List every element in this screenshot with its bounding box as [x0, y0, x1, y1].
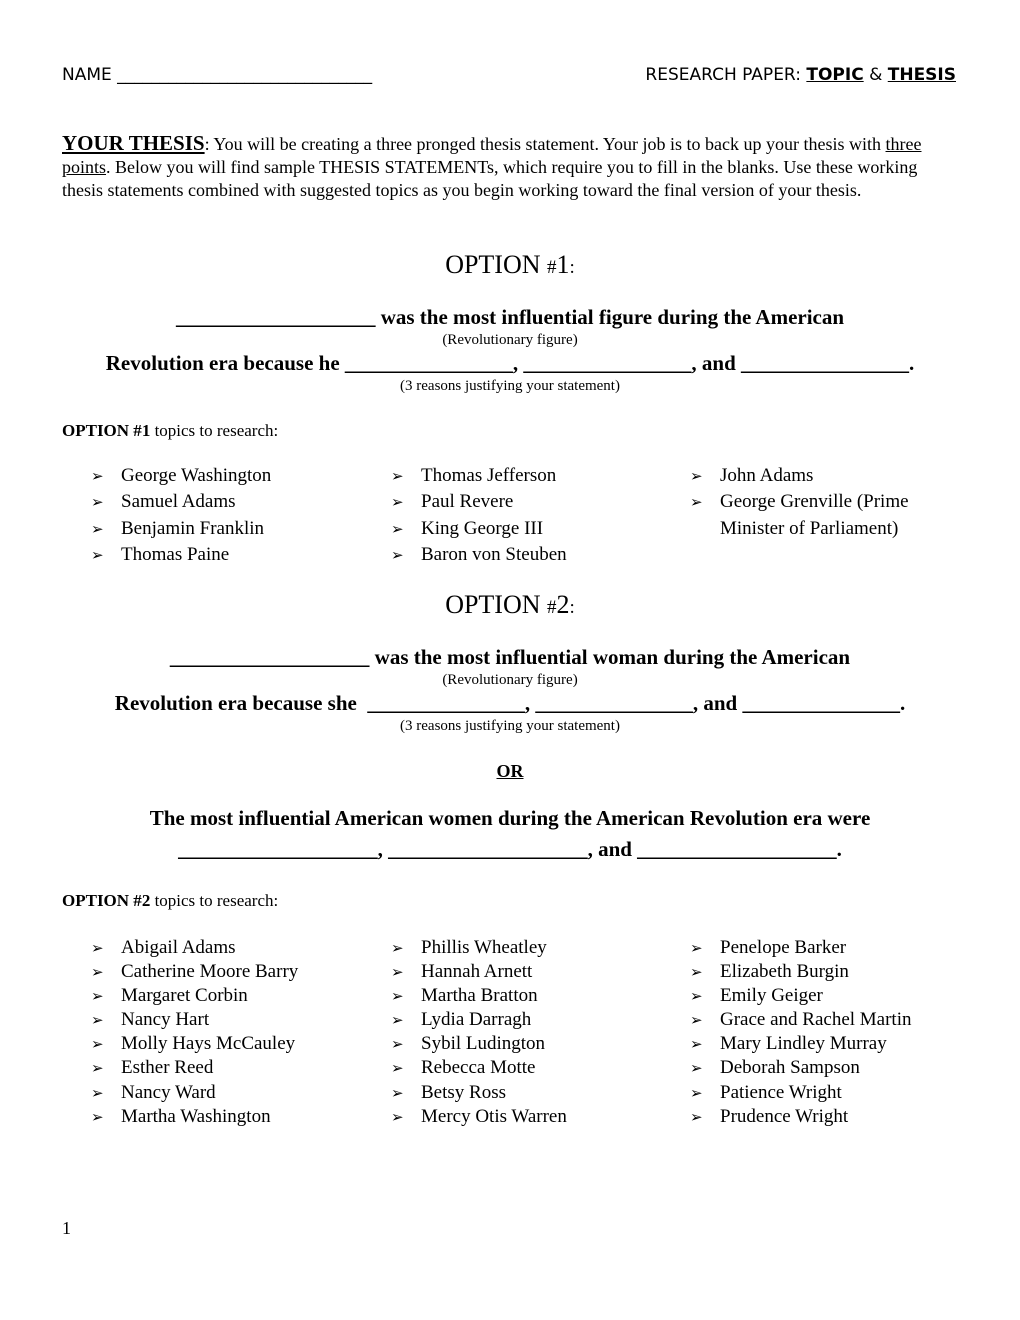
list-item: ➢ Penelope Barker: [690, 936, 912, 960]
arrow-bullet-icon: ➢: [690, 493, 703, 512]
list-item: ➢ Paul Revere: [391, 489, 567, 515]
name-blank: ______________________________: [117, 65, 373, 85]
option-2-topics-opt: OPTION #: [62, 891, 142, 910]
option-2-topics-label: [62, 891, 278, 911]
option-1-topics-opt: OPTION #: [62, 421, 142, 440]
option-2-colon: :: [569, 597, 575, 618]
list-item: ➢ King George III: [391, 516, 567, 542]
intro-text-2: . Below you will find sample THESIS STATEMENTs, which require you to fill in the blanks. Use these working thesis statements combined with suggested topics as you begin working toward the final version of your thesis.: [62, 157, 918, 200]
option-2-topics-col-1: [91, 936, 298, 1129]
intro-text-1: : You will be creating a three pronged thesis statement. Your job is to back up your thesis with: [204, 134, 886, 154]
arrow-bullet-icon: ➢: [91, 1011, 104, 1030]
list-item: ➢ Martha Washington: [91, 1105, 298, 1129]
list-item: ➢ George Washington: [91, 463, 271, 489]
option-2-num: 2: [556, 590, 570, 619]
list-item: ➢ Abigail Adams: [91, 936, 298, 960]
arrow-bullet-icon: ➢: [91, 939, 104, 957]
option-1-num: 1: [556, 250, 570, 279]
intro-paragraph: [62, 132, 962, 202]
name-label: NAME: [62, 65, 118, 85]
list-item: ➢ Thomas Jefferson: [391, 463, 567, 489]
arrow-bullet-icon: ➢: [690, 1059, 703, 1078]
option-2-hash: #: [547, 597, 557, 618]
option-1-topics-num: 1: [141, 421, 151, 440]
list-item: ➢ Nancy Ward: [91, 1081, 298, 1105]
option-2-topics-num: 2: [141, 891, 151, 910]
option-1-topics-label: [62, 421, 278, 441]
list-item: ➢ Catherine Moore Barry: [91, 960, 298, 984]
arrow-bullet-icon: ➢: [391, 1035, 404, 1054]
option-1-topics-col-1: [91, 463, 271, 568]
option-1-word: OPTION: [445, 250, 548, 279]
arrow-bullet-icon: ➢: [91, 987, 104, 1006]
arrow-bullet-icon: ➢: [391, 1107, 404, 1126]
page-number: 1: [62, 1218, 71, 1238]
arrow-bullet-icon: ➢: [91, 1059, 104, 1078]
arrow-bullet-icon: ➢: [690, 1011, 703, 1030]
option-2-thesis-line-4: ___________________, ___________________, and ___________________.: [178, 837, 842, 861]
list-item: ➢ Benjamin Franklin: [91, 516, 271, 542]
arrow-bullet-icon: ➢: [91, 493, 104, 512]
list-item: ➢ Elizabeth Burgin: [690, 960, 912, 984]
option-2-topics-col-3: [690, 936, 912, 1129]
option-2-topics-rest: topics to research:: [150, 891, 279, 910]
list-item: ➢ Grace and Rachel Martin: [690, 1008, 912, 1032]
name-field: [62, 65, 372, 85]
option-2-topics-col-2: [391, 936, 567, 1129]
arrow-bullet-icon: ➢: [91, 545, 104, 564]
option-2-thesis-line-2: Revolution era because she _______________, _______________, and _______________.: [114, 691, 906, 715]
arrow-bullet-icon: ➢: [91, 1107, 104, 1126]
option-1-colon: :: [569, 257, 575, 278]
arrow-bullet-icon: ➢: [690, 1035, 703, 1054]
arrow-bullet-icon: ➢: [391, 519, 404, 538]
arrow-bullet-icon: ➢: [690, 1083, 703, 1102]
arrow-bullet-icon: ➢: [391, 1011, 404, 1030]
option-2-note-2: (3 reasons justifying your statement): [400, 718, 620, 734]
list-item: ➢ Sybil Ludington: [391, 1032, 567, 1056]
arrow-bullet-icon: ➢: [91, 467, 104, 485]
arrow-bullet-icon: ➢: [690, 1107, 703, 1126]
arrow-bullet-icon: ➢: [690, 963, 703, 982]
arrow-bullet-icon: ➢: [690, 939, 703, 957]
list-item: ➢ Lydia Darragh: [391, 1008, 567, 1032]
list-item: ➢ Deborah Sampson: [690, 1056, 912, 1080]
option-1-topics-col-2: [391, 463, 567, 568]
arrow-bullet-icon: ➢: [391, 545, 404, 564]
document-title: [645, 65, 956, 85]
list-item: ➢ Thomas Paine: [91, 542, 271, 568]
arrow-bullet-icon: ➢: [391, 963, 404, 982]
arrow-bullet-icon: ➢: [391, 1059, 404, 1078]
list-item: ➢ Margaret Corbin: [91, 984, 298, 1008]
option-1-title: [0, 250, 1020, 280]
list-item: ➢ George Grenville (Prime: [690, 489, 909, 515]
list-item-continuation: Minister of Parliament): [720, 517, 899, 539]
three-points-text: three points: [62, 134, 922, 177]
arrow-bullet-icon: ➢: [391, 987, 404, 1006]
thesis-word: THESIS: [887, 65, 956, 85]
list-item: ➢ Samuel Adams: [91, 489, 271, 515]
option-2-thesis-line-1: ___________________ was the most influential woman during the American: [169, 645, 851, 669]
option-1-note-1: (Revolutionary figure): [442, 332, 578, 348]
your-thesis-heading: YOUR THESIS: [62, 131, 205, 155]
topic-word: TOPIC: [806, 65, 864, 85]
list-item: ➢ Baron von Steuben: [391, 542, 567, 568]
arrow-bullet-icon: ➢: [91, 963, 104, 982]
arrow-bullet-icon: ➢: [690, 987, 703, 1006]
research-paper-label: RESEARCH PAPER:: [645, 65, 807, 85]
list-item: ➢ Molly Hays McCauley: [91, 1032, 298, 1056]
option-2-thesis-line-3: The most influential American women during the American Revolution era were: [149, 806, 871, 830]
list-item: ➢ John Adams: [690, 463, 909, 489]
list-item: ➢ Esther Reed: [91, 1056, 298, 1080]
list-item: ➢ Nancy Hart: [91, 1008, 298, 1032]
option-1-topics-rest: topics to research:: [150, 421, 279, 440]
option-1-topics-col-3: [690, 463, 909, 542]
arrow-bullet-icon: ➢: [391, 467, 404, 485]
option-1-thesis-line-1: ___________________ was the most influential figure during the American: [175, 305, 845, 329]
list-item: ➢ Mercy Otis Warren: [391, 1105, 567, 1129]
list-item: ➢ Prudence Wright: [690, 1105, 912, 1129]
list-item: ➢ Mary Lindley Murray: [690, 1032, 912, 1056]
arrow-bullet-icon: ➢: [690, 467, 703, 485]
list-item: ➢ Betsy Ross: [391, 1081, 567, 1105]
list-item: ➢ Emily Geiger: [690, 984, 912, 1008]
ampersand: &: [863, 65, 888, 85]
arrow-bullet-icon: ➢: [391, 493, 404, 512]
list-item: ➢ Phillis Wheatley: [391, 936, 567, 960]
option-2-title: [0, 590, 1020, 620]
arrow-bullet-icon: ➢: [91, 519, 104, 538]
option-2-note-1: (Revolutionary figure): [442, 672, 578, 688]
or-divider: OR: [496, 761, 524, 781]
list-item: ➢ Rebecca Motte: [391, 1056, 567, 1080]
list-item: ➢ Martha Bratton: [391, 984, 567, 1008]
option-1-thesis-line-2: Revolution era because he ________________, ________________, and ________________.: [105, 351, 915, 375]
option-1-note-2: (3 reasons justifying your statement): [400, 378, 620, 394]
arrow-bullet-icon: ➢: [391, 1083, 404, 1102]
arrow-bullet-icon: ➢: [91, 1035, 104, 1054]
list-item: ➢ Patience Wright: [690, 1081, 912, 1105]
arrow-bullet-icon: ➢: [91, 1083, 104, 1102]
option-2-word: OPTION: [445, 590, 548, 619]
list-item: ➢ Hannah Arnett: [391, 960, 567, 984]
option-1-hash: #: [547, 257, 557, 278]
arrow-bullet-icon: ➢: [391, 939, 404, 957]
